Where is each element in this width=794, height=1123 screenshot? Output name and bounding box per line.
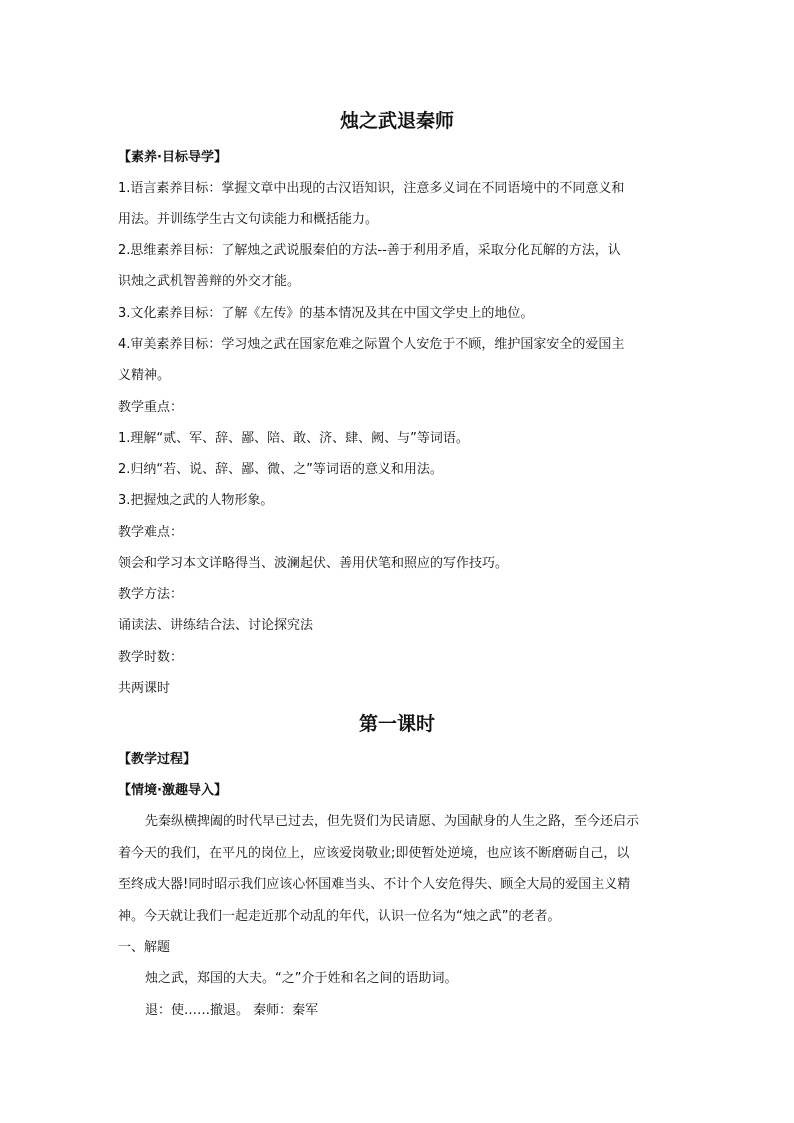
hours-heading: 教学时数： — [118, 650, 184, 665]
goal-2-line-2: 识烛之武机智善辩的外交才能。 — [118, 274, 301, 289]
goal-2-line-1: 2.思维素养目标：了解烛之武说服秦伯的方法--善于利用矛盾，采取分化瓦解的方法，认 — [118, 243, 621, 258]
part-1-heading: 一、解题 — [118, 940, 171, 955]
goal-1-line-2: 用法。并训练学生古文句读能力和概括能力。 — [118, 212, 379, 227]
part-1-line-2: 退：使……撤退。 秦师：秦军 — [145, 1003, 319, 1018]
intro-line-1: 先秦纵横捭阖的时代早已过去，但先贤们为民请愿、为国献身的人生之路，至今还启示 — [145, 814, 640, 829]
method-1: 诵读法、讲练结合法、讨论探究法 — [118, 618, 314, 633]
key-point-2: 2.归纳“若、说、辞、鄙、微、之”等词语的意义和用法。 — [118, 462, 443, 477]
key-points-heading: 教学重点： — [118, 400, 184, 415]
intro-heading: 【情境·激趣导入】 — [118, 783, 227, 798]
difficulty-1: 领会和学习本文详略得当、波澜起伏、善用伏笔和照应的写作技巧。 — [118, 556, 509, 571]
lesson-title: 第一课时 — [358, 713, 435, 735]
document-title: 烛之武退秦师 — [339, 110, 454, 132]
goal-4-line-1: 4.审美素养目标：学习烛之武在国家危难之际置个人安危于不顾，维护国家安全的爱国主 — [118, 337, 625, 352]
intro-line-4: 神。今天就让我们一起走近那个动乱的年代，认识一位名为“烛之武”的老者。 — [118, 909, 561, 924]
process-heading: 【教学过程】 — [118, 752, 197, 767]
goal-3: 3.文化素养目标：了解《左传》的基本情况及其在中国文学史上的地位。 — [118, 306, 534, 321]
method-heading: 教学方法： — [118, 587, 184, 602]
hours-1: 共两课时 — [118, 681, 171, 696]
goal-4-line-2: 义精神。 — [118, 368, 171, 383]
section-heading-goals: 【素养·目标导学】 — [118, 150, 227, 165]
intro-line-2: 着今天的我们，在平凡的岗位上，应该爱岗敬业;即使暂处逆境，也应该不断磨砺自己，以 — [118, 846, 630, 861]
goal-1-line-1: 1.语言素养目标：掌握文章中出现的古汉语知识，注意多义词在不同语境中的不同意义和 — [118, 181, 625, 196]
difficulty-heading: 教学难点： — [118, 525, 184, 540]
key-point-3: 3.把握烛之武的人物形象。 — [118, 493, 274, 508]
key-point-1: 1.理解“贰、军、辞、鄙、陪、敢、济、肆、阙、与”等词语。 — [118, 431, 469, 446]
part-1-line-1: 烛之武，郑国的大夫。“之”介于姓和名之间的语助词。 — [145, 971, 458, 986]
intro-line-3: 至终成大器!同时昭示我们应该心怀国难当头、不计个人安危得失、顾全大局的爱国主义精 — [118, 877, 631, 892]
